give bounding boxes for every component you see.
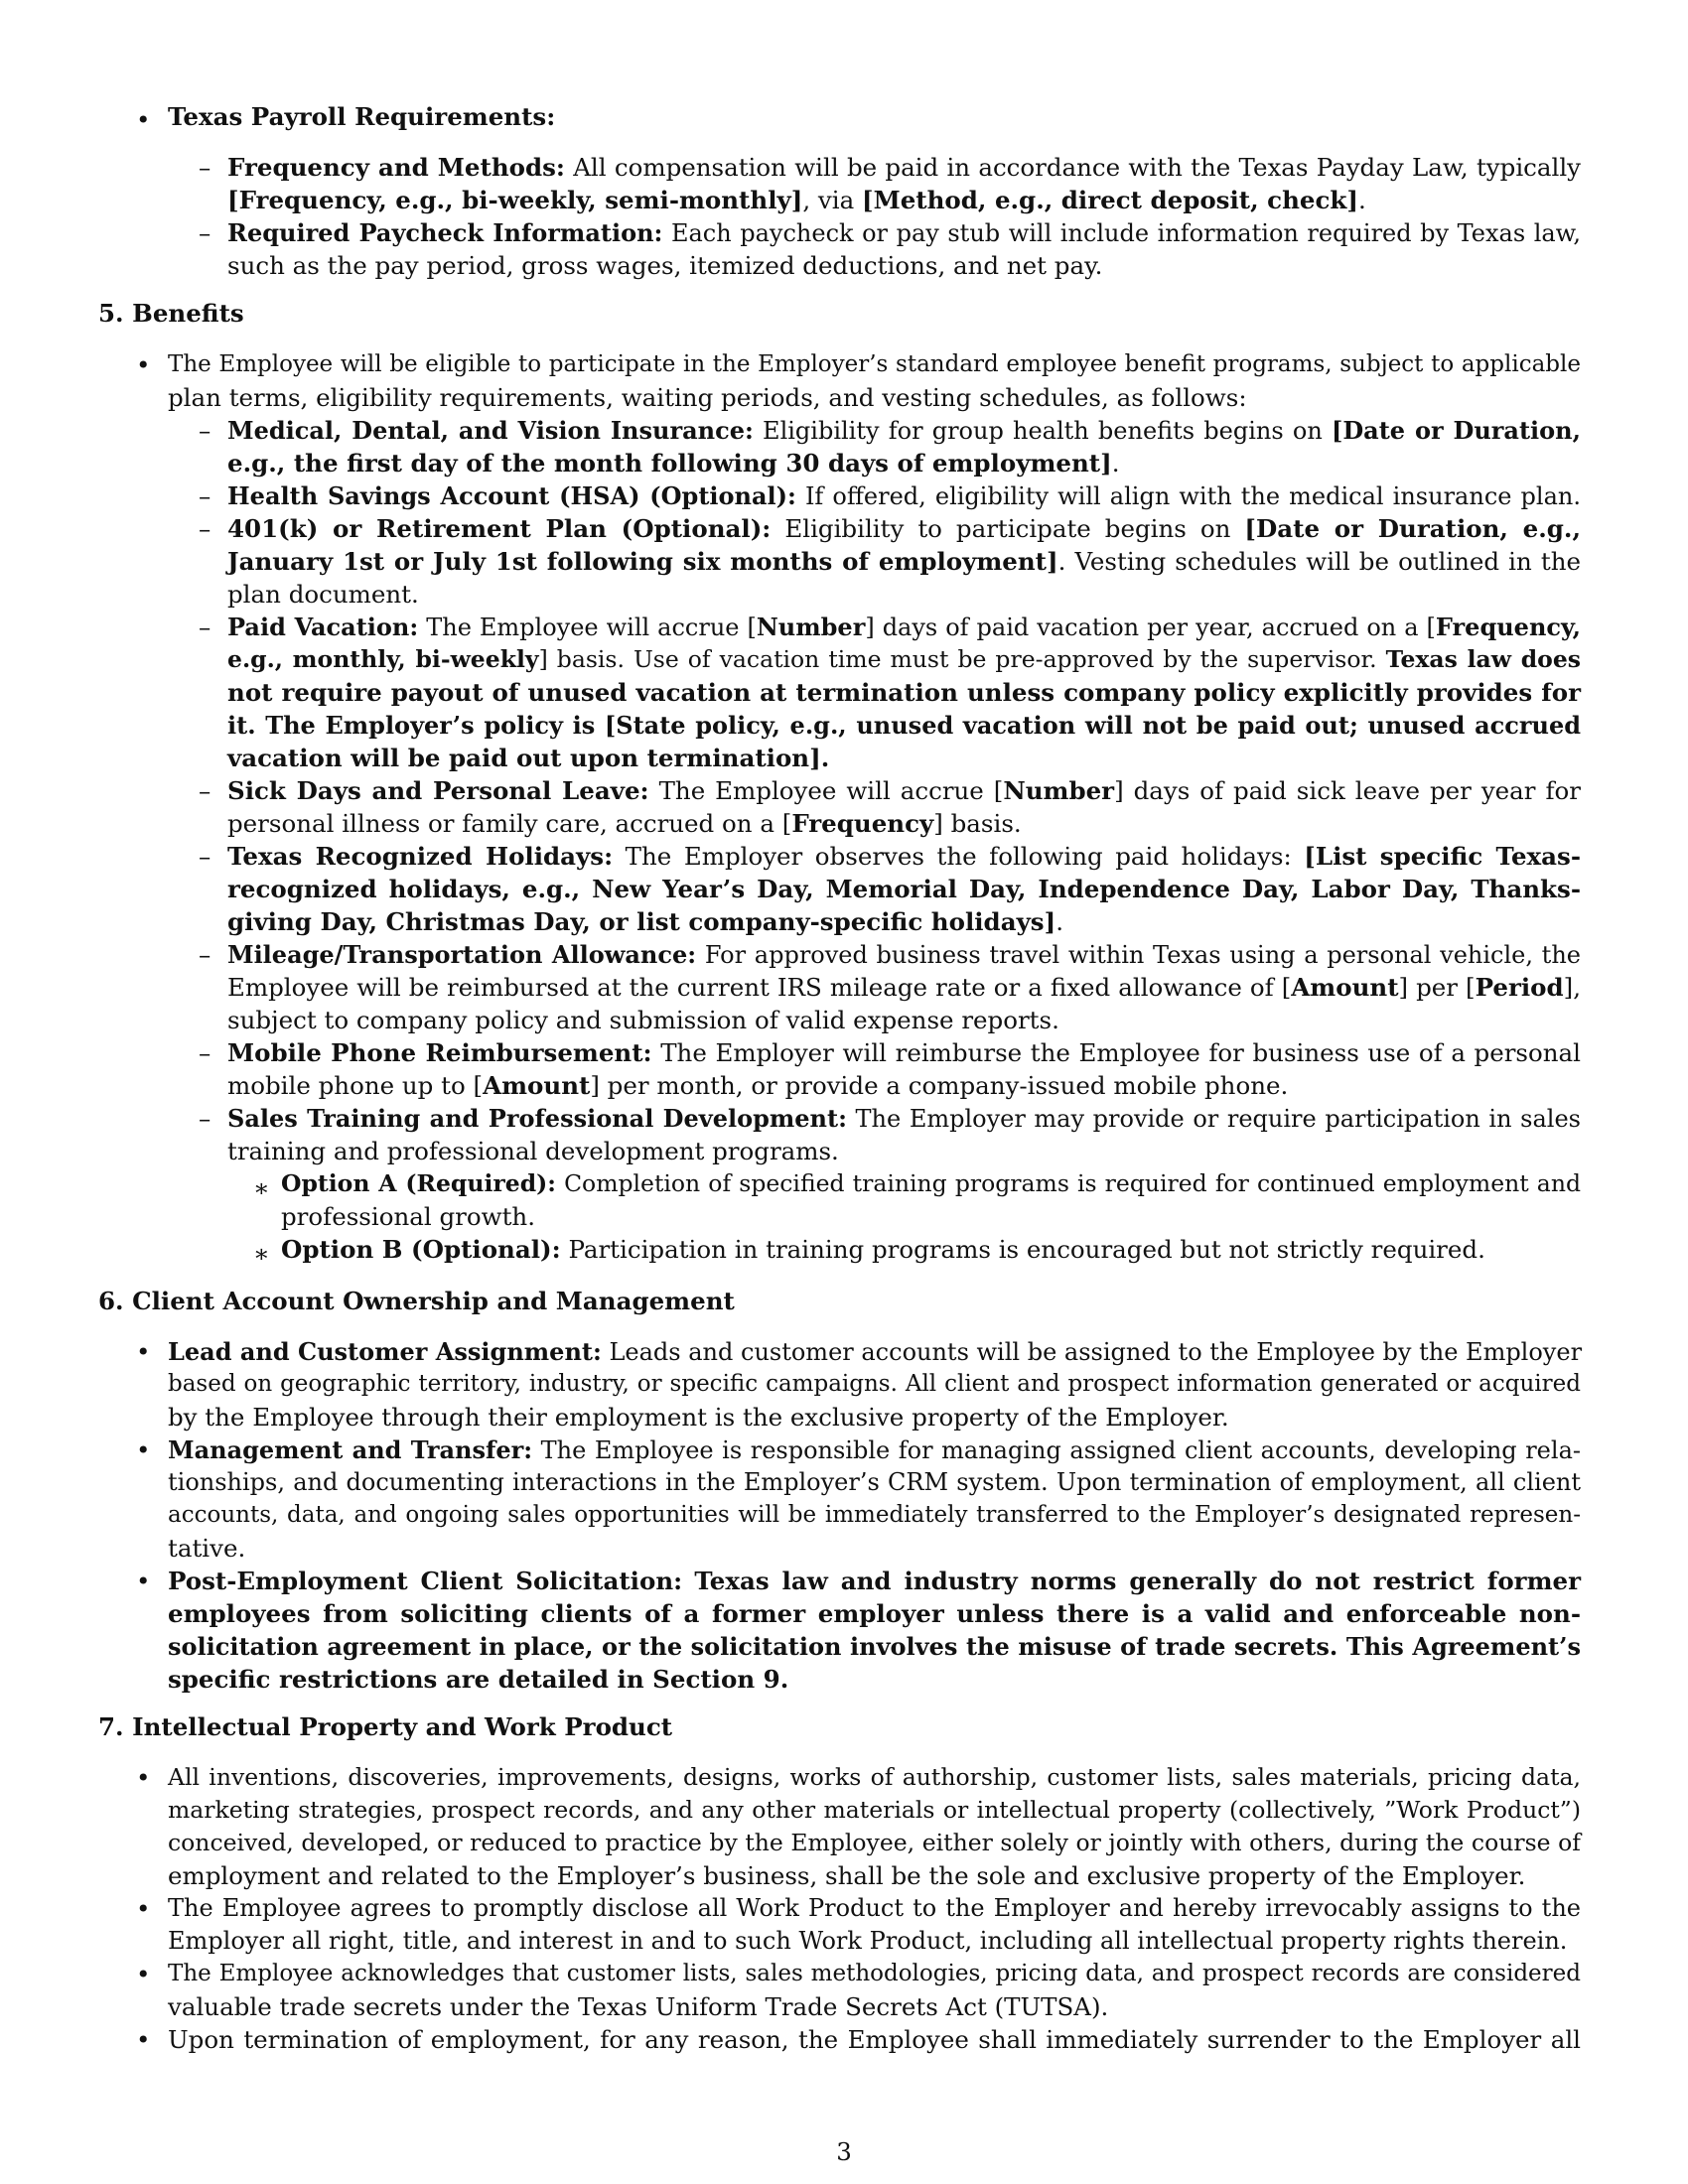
vacation-line2: e.g., monthly, bi-weekly] basis. Use of vacation time must be pre-approved by the supervisor. Texas law does — [227, 645, 1581, 673]
k401-line2: January 1st or July 1st following six months of employment]. Vesting schedules will be outlined in the — [227, 547, 1581, 576]
payroll-freq-line1: Frequency and Methods: All compensation will be paid in accordance with the Texas Payday Law, typically — [227, 153, 1581, 182]
asterisk-bullet: ∗ — [253, 1173, 270, 1202]
post-line3: solicitation agreement in place, or the solicitation involves the misuse of trade secrets. This Agreement’s — [168, 1632, 1581, 1661]
k401-line1: 401(k) or Retirement Plan (Optional): Eligibility to participate begins on [Date or Duration, e.g., — [227, 514, 1581, 543]
ip-p3-line2: valuable trade secrets under the Texas Uniform Trade Secrets Act (TUTSA). — [168, 1992, 1109, 2021]
bullet: • — [136, 1960, 151, 1988]
dash-bullet: – — [199, 842, 211, 871]
ip-p1-line3: conceived, developed, or reduced to practice by the Employee, either solely or jointly with others, during the course of — [168, 1829, 1581, 1856]
sick-line2: personal illness or family care, accrued on a [Frequency] basis. — [227, 809, 1022, 838]
dash-bullet: – — [199, 1104, 211, 1133]
medical-line2: e.g., the first day of the month following 30 days of employment]. — [227, 449, 1120, 478]
bullet: • — [136, 1435, 151, 1464]
section-heading-ip: 7. Intellectual Property and Work Product — [98, 1712, 673, 1741]
dash-bullet: – — [199, 613, 211, 641]
payroll-title: Texas Payroll Requirements: — [168, 102, 556, 131]
ip-p1-line2: marketing strategies, prospect records, and any other materials or intellectual property (collectively, ”Work Product”) — [168, 1796, 1581, 1824]
mileage-line2: Employee will be reimbursed at the current IRS mileage rate or a fixed allowance of [Amount] per [Period], — [227, 973, 1581, 1002]
vacation-line1: Paid Vacation: The Employee will accrue [Number] days of paid vacation per year, accrued on a [Frequency, — [227, 613, 1582, 641]
mgmt-line1: Management and Transfer: The Employee is responsible for managing assigned client accounts, developing rela- — [168, 1435, 1581, 1464]
lead-line2: based on geographic territory, industry, or specific campaigns. All client and prospect information generated or acquired — [168, 1371, 1581, 1397]
dash-bullet: – — [199, 153, 211, 182]
payroll-paycheck-line1: Required Paycheck Information: Each paycheck or pay stub will include information required by Texas law, — [227, 218, 1582, 247]
holidays-line3: giving Day, Christmas Day, or list company-specific holidays]. — [227, 907, 1063, 936]
phone-line1: Mobile Phone Reimbursement: The Employer will reimburse the Employee for business use of a personal — [227, 1038, 1581, 1067]
holidays-line2: recognized holidays, e.g., New Year’s Day, Memorial Day, Independence Day, Labor Day, Thanks- — [227, 875, 1581, 903]
dash-bullet: – — [199, 940, 211, 969]
bullet: • — [136, 1763, 151, 1792]
benefits-intro-line2: plan terms, eligibility requirements, waiting periods, and vesting schedules, as follows: — [168, 383, 1247, 412]
ip-p2-line2: Employer all right, title, and interest in and to such Work Product, including all intellectual property rights therein. — [168, 1927, 1568, 1955]
dash-bullet: – — [199, 218, 211, 247]
vacation-line5: vacation will be paid out upon termination]. — [227, 744, 830, 772]
holidays-line1: Texas Recognized Holidays: The Employer observes the following paid holidays: [List specific Texas- — [227, 842, 1581, 871]
lead-line1: Lead and Customer Assignment: Leads and customer accounts will be assigned to the Employee by the Employer — [168, 1337, 1583, 1366]
option-a-line2: professional growth. — [281, 1202, 535, 1231]
asterisk-bullet: ∗ — [253, 1239, 270, 1268]
section-heading-benefits: 5. Benefits — [98, 299, 244, 328]
post-line2: employees from soliciting clients of a former employer unless there is a valid and enforceable non- — [168, 1599, 1581, 1628]
lead-line3: by the Employee through their employment is the exclusive property of the Employer. — [168, 1403, 1229, 1432]
page-number: 3 — [836, 2137, 852, 2166]
mgmt-line3: accounts, data, and ongoing sales opportunities will be immediately transferred to the Employer’s designated represen- — [168, 1502, 1581, 1528]
dash-bullet: – — [199, 1038, 211, 1067]
option-b-line: Option B (Optional): Participation in training programs is encouraged but not strictly required. — [281, 1235, 1485, 1264]
bullet: • — [136, 1337, 151, 1366]
training-line1: Sales Training and Professional Development: The Employer may provide or require participation in sales — [227, 1104, 1581, 1133]
option-a-line1: Option A (Required): Completion of specified training programs is required for continued employment and — [281, 1169, 1581, 1197]
bullet: • — [136, 1894, 151, 1923]
sick-line1: Sick Days and Personal Leave: The Employee will accrue [Number] days of paid sick leave per year for — [227, 776, 1581, 805]
post-line4: specific restrictions are detailed in Section 9. — [168, 1665, 789, 1694]
payroll-paycheck-line2: such as the pay period, gross wages, itemized deductions, and net pay. — [227, 251, 1103, 280]
mgmt-line2: tionships, and documenting interactions in the Employer’s CRM system. Upon termination of employment, all client — [168, 1468, 1581, 1496]
training-line2: training and professional development programs. — [227, 1137, 839, 1165]
dash-bullet: – — [199, 481, 211, 510]
ip-p1-line1: All inventions, discoveries, improvements, designs, works of authorship, customer lists, sales materials, pricing data, — [168, 1763, 1581, 1791]
bullet: • — [136, 350, 151, 379]
dash-bullet: – — [199, 776, 211, 805]
mileage-line3: subject to company policy and submission of valid expense reports. — [227, 1006, 1059, 1034]
vacation-line4: it. The Employer’s policy is [State policy, e.g., unused vacation will not be paid out; unused accrued — [227, 711, 1581, 740]
ip-p4-line1: Upon termination of employment, for any reason, the Employee shall immediately surrender to the Employer all — [168, 2025, 1581, 2054]
medical-line1: Medical, Dental, and Vision Insurance: Eligibility for group health benefits begins on [Date or Duration, — [227, 416, 1581, 445]
benefits-intro-line1: The Employee will be eligible to participate in the Employer’s standard employee benefit programs, subject to applicable — [168, 351, 1581, 377]
k401-line3: plan document. — [227, 580, 419, 609]
section-heading-client-accounts: 6. Client Account Ownership and Management — [98, 1287, 735, 1315]
dash-bullet: – — [199, 514, 211, 543]
ip-p1-line4: employment and related to the Employer’s business, shall be the sole and exclusive property of the Employer. — [168, 1861, 1526, 1890]
dash-bullet: – — [199, 416, 211, 445]
ip-p3-line1: The Employee acknowledges that customer lists, sales methodologies, pricing data, and prospect records are considered — [168, 1961, 1581, 1986]
bullet: • — [136, 1567, 151, 1595]
vacation-line3: not require payout of unused vacation at termination unless company policy explicitly provides for — [227, 678, 1581, 707]
hsa-line: Health Savings Account (HSA) (Optional): If offered, eligibility will align with the medical insurance plan. — [227, 481, 1581, 510]
bullet: • — [136, 2025, 151, 2054]
ip-p2-line1: The Employee agrees to promptly disclose all Work Product to the Employer and hereby irrevocably assigns to the — [168, 1894, 1581, 1922]
bullet: • — [136, 105, 151, 134]
payroll-freq-line2: [Frequency, e.g., bi-weekly, semi-monthly], via [Method, e.g., direct deposit, check]. — [227, 186, 1366, 214]
mileage-line1: Mileage/Transportation Allowance: For approved business travel within Texas using a personal vehicle, the — [227, 940, 1581, 969]
post-line1: Post-Employment Client Solicitation: Texas law and industry norms generally do not restrict former — [168, 1567, 1581, 1595]
mgmt-line4: tative. — [168, 1534, 246, 1563]
phone-line2: mobile phone up to [Amount] per month, or provide a company-issued mobile phone. — [227, 1071, 1289, 1100]
